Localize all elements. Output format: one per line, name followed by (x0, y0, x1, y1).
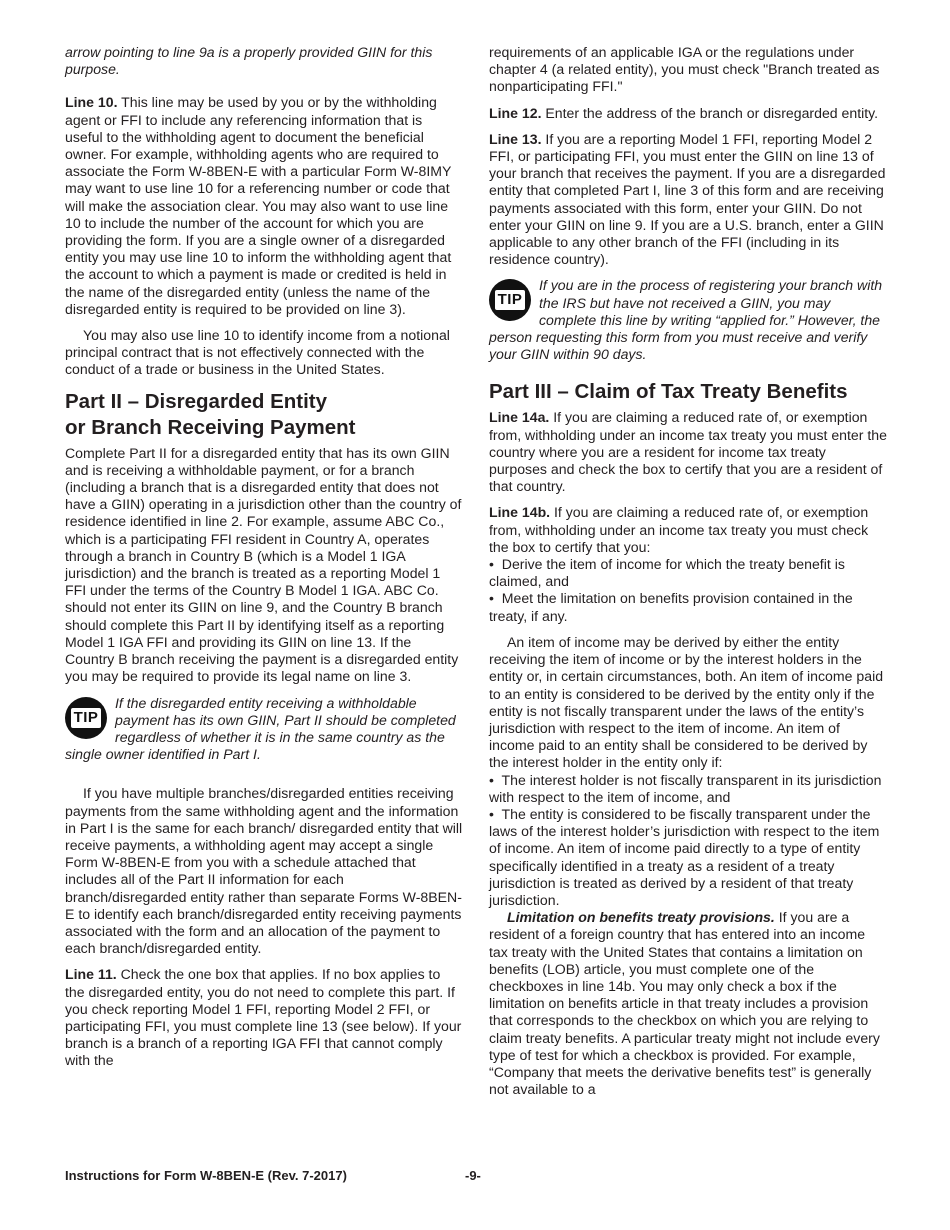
part2-heading-line2: or Branch Receiving Payment (65, 415, 356, 439)
bullet-item: • The interest holder is not fiscally transparent in its jurisdiction with respect to the item of income, and (489, 771, 882, 805)
line12-label: Line 12. (489, 104, 542, 121)
line13-text: If you are a reporting Model 1 FFI, reporting Model 2 FFI, or participating FFI, you must enter the GIIN on line 13 of your branch that receives the payment. If you are a disregarded entity that completed Part I, line 3 of this form and are receiving payments associated with this form, enter your GIIN. Do not enter your GIIN on line 9. If you are a U.S. branch, enter a GIIN applicable to any other branch of the FFI (including in its residence country). (489, 130, 886, 268)
bullet-item: • Meet the limitation on benefits provision contained in the treaty, if any. (489, 590, 853, 624)
right-column (489, 44, 887, 1107)
line11-continuation: requirements of an applicable IGA or the regulations under chapter 4 (a related entity), you must check "Branch treated as nonparticipating FFI." (489, 44, 880, 95)
footer-form-title: Instructions for Form W-8BEN-E (Rev. 7-2017) (65, 1168, 347, 1183)
item-of-income-paragraph: An item of income may be derived by either the entity receiving the item of income or by the interest holders in the entity or, in certain circumstances, both. An item of income paid to an entity is considered to be derived by the entity only if the entity is not fiscally transparent under the laws of the entity’s jurisdiction with respect to the item of income. An item of income paid to an entity shall be considered to be derived by the interest holder in the entity only if: (489, 633, 884, 771)
left-column (65, 44, 463, 1079)
lob-text: If you are a resident of a foreign country that has entered into an income tax treaty with the United States that contains a limitation on benefits (LOB) article, you must complete one of the checkboxes in line 14b. You may only check a box if the limitation on benefits article in that treaty includes a provision that corresponds to the checkbox on which you are relying to claim treaty benefits. A particular treaty might not include every type of test for which a checkbox is provided. For example, “Company that meets the derivative benefits test” is generally not available to a (489, 909, 880, 1098)
part2-heading (65, 389, 463, 441)
bullet-text: The interest holder is not fiscally transparent in its jurisdiction with respect to the item of income, and (489, 771, 882, 805)
line10-text: This line may be used by you or by the withholding agent or FFI to include any referencing information that is useful to the withholding agent to document the beneficial owner. For example, withholding agents who are required to associate the Form W-8BEN-E with a particular Form W-8IMY may want to use line 10 for a referencing number or code that will make the association clear. You may also want to use line 10 to include the number of the account for which you are providing the form. If you are a single owner of a disregarded entity you may use line 10 to inform the withholding agent that the account to which a payment is made or credited is held in the name of the disregarded entity (unless the name of the disregarded entity is required to be provided on line 3). (65, 94, 452, 317)
notional-paragraph: You may also use line 10 to identify income from a notional principal contract that is not effectively connected with the conduct of a trade or business in the United States. (65, 327, 450, 378)
tip-label: TIP (71, 708, 102, 728)
footer-page-number: -9- (465, 1168, 481, 1183)
part3-heading: Part III – Claim of Tax Treaty Benefits (489, 380, 848, 404)
line12-paragraph (489, 105, 887, 122)
line10-paragraph (65, 94, 463, 318)
line9a-continuation: arrow pointing to line 9a is a properly provided GIIN for this purpose. (65, 44, 433, 78)
tip-icon (489, 279, 531, 321)
lob-label: Limitation on benefits treaty provisions. (507, 909, 775, 926)
line14b-paragraph (489, 504, 887, 556)
lob-paragraph (489, 909, 887, 1098)
line14b-text: If you are claiming a reduced rate of, or exemption from, withholding under an income tax treaty you must check the box to certify that you: (489, 504, 869, 555)
line14a-paragraph (489, 409, 887, 495)
line14a-label: Line 14a. (489, 409, 550, 426)
bullet-text: Meet the limitation on benefits provision contained in the treaty, if any. (489, 590, 853, 624)
line14a-text: If you are claiming a reduced rate of, or exemption from, withholding under an income tax treaty you must enter the country where you are a resident for income tax treaty purposes and check the box to certify that you are a resident of that country. (489, 409, 887, 495)
bullet-item: • The entity is considered to be fiscally transparent under the laws of the interest holder’s jurisdiction with respect to the item of income. An item of income paid directly to a type of entity specifically identified in a treaty as a resident of a treaty jurisdiction is treated as derived by a resident of that treaty jurisdiction. (489, 805, 880, 908)
line13-paragraph (489, 131, 887, 269)
bullet-item: • Derive the item of income for which the treaty benefit is claimed, and (489, 556, 845, 590)
tip-label: TIP (495, 290, 526, 310)
tip-note-part2 (65, 695, 463, 764)
line10-label: Line 10. (65, 94, 118, 111)
tip-text: If you are in the process of registering your branch with the IRS but have not received a GIIN, you may complete this line by writing “applied for.” However, the person requesting this form from you must receive and verify your GIIN within 90 days. (489, 277, 883, 363)
line12-text: Enter the address of the branch or disregarded entity. (541, 104, 879, 121)
line11-paragraph (65, 966, 463, 1069)
tip-text: If the disregarded entity receiving a withholdable payment has its own GIIN, Part II should be completed regardless of whether it is in the same country as the single owner identified in Part I. (65, 694, 456, 763)
part2-paragraph: Complete Part II for a disregarded entity that has its own GIIN and is receiving a withholdable payment, or for a branch (including a branch that is a disregarded entity that does not have a GIIN) operating in a jurisdiction other than the country of residence identified in line 2. For example, assume ABC Co., which is a participating FFI resident in Country A, operates through a branch in Country B (which is a Model 1 IGA jurisdiction) and the branch is treated as a reporting Model 1 FFI under the terms of the Country B Model 1 IGA. ABC Co. should not enter its GIIN on line 9, and the Country B branch should complete this Part II by identifying itself as a reporting Model 1 IGA FFI and providing its GIIN on line 13. If the Country B branch receiving the payment is a disregarded entity you may be required to provide its legal name on line 3. (65, 444, 462, 685)
tip-icon (65, 697, 107, 739)
line14b-label: Line 14b. (489, 504, 551, 521)
bullet-text: Derive the item of income for which the treaty benefit is claimed, and (489, 556, 845, 590)
line11-text: Check the one box that applies. If no box applies to the disregarded entity, you do not need to complete this part. If you check reporting Model 1 FFI, reporting Model 2 FFI, or participating FFI, you must complete line 13 (see below). If your branch is a branch of a reporting IGA FFI that cannot comply with the (65, 966, 462, 1069)
bullet-text: The entity is considered to be fiscally transparent under the laws of the interest holder’s jurisdiction with respect to the item of income. An item of income paid directly to a type of entity specifically identified in a treaty as a resident of a treaty jurisdiction is treated as derived by a resident of that treaty jurisdiction. (489, 805, 880, 908)
part2-heading-line1: Part II – Disregarded Entity (65, 389, 328, 413)
tip-note-line13 (489, 277, 887, 363)
multiple-branches-paragraph: If you have multiple branches/disregarded entities receiving payments from the same withholding agent and the information in Part I is the same for each branch/ disregarded entity that will receive payments, a withholding agent may accept a single Form W-8BEN-E from you with a schedule attached that includes all of the Part II information for each branch/disregarded entity rather than separate Forms W-8BEN-E to identify each branch/disregarded entity receiving payments associated with the form and an allocation of the payment to each branch/disregarded entity. (65, 785, 463, 957)
line11-label: Line 11. (65, 966, 117, 983)
line13-label: Line 13. (489, 130, 542, 147)
